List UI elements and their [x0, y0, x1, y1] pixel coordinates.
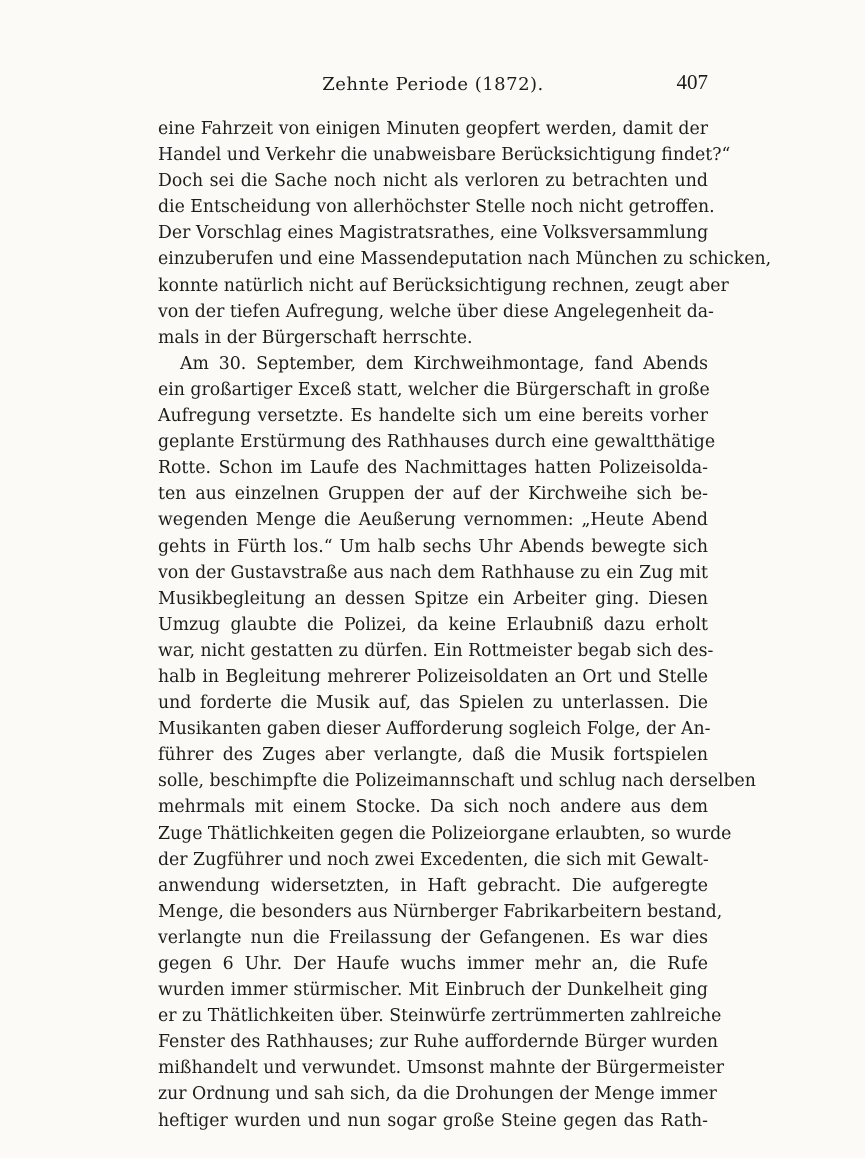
- text-line: der Zugführer und noch zwei Excedenten, die sich mit Gewalt-: [158, 849, 709, 870]
- text-line: gegen 6 Uhr. Der Haufe wuchs immer mehr an, die Rufe: [158, 954, 708, 974]
- body-text: [158, 116, 772, 1134]
- text-line: mißhandelt und verwundet. Umsonst mahnte der Bürgermeister: [158, 1058, 725, 1079]
- text-line: von der tiefen Aufregung, welche über diese Angelegenheit da-: [158, 301, 714, 322]
- text-line: solle, beschimpfte die Polizeimannschaft und schlug nach derselben: [158, 771, 756, 792]
- text-line: eine Fahrzeit von einigen Minuten geopfert werden, damit der: [158, 119, 708, 139]
- text-line: Zuge Thätlichkeiten gegen die Polizeiorgane erlaubten, so wurde: [158, 823, 732, 844]
- text-line: zur Ordnung und sah sich, da die Drohungen der Menge immer: [158, 1084, 717, 1105]
- text-line: Aufregung versetzte. Es handelte sich um eine bereits vorher: [158, 406, 708, 427]
- text-line: Der Vorschlag eines Magistratsrathes, eine Volksversammlung: [158, 223, 709, 244]
- text-line: mals in der Bürgerschaft herrschte.: [158, 327, 473, 348]
- text-line: Menge, die besonders aus Nürnberger Fabrikarbeitern bestand,: [158, 901, 723, 922]
- text-line: geplante Erstürmung des Rathhauses durch eine gewaltthätige: [158, 432, 716, 453]
- text-line: führer des Zuges aber verlangte, daß die Musik fortspielen: [158, 745, 708, 766]
- page-number: 407: [676, 70, 708, 94]
- text-line: Musikbegleitung an dessen Spitze ein Arbeiter ging. Diesen: [158, 588, 708, 609]
- text-line: Musikanten gaben dieser Aufforderung sogleich Folge, der An-: [158, 719, 711, 740]
- text-line: er zu Thätlichkeiten über. Steinwürfe zertrümmerten zahlreiche: [158, 1006, 722, 1027]
- text-line: Umzug glaubte die Polizei, da keine Erlaubniß dazu erholt: [158, 614, 708, 635]
- text-line: die Entscheidung von allerhöchster Stelle noch nicht getroffen.: [158, 197, 715, 218]
- text-line: Rotte. Schon im Laufe des Nachmittages hatten Polizeisolda-: [158, 458, 708, 479]
- text-line: und forderte die Musik auf, das Spielen zu unterlassen. Die: [158, 693, 708, 714]
- text-line: konnte natürlich nicht auf Berücksichtigung rechnen, zeugt aber: [158, 275, 729, 296]
- text-line: wegenden Menge die Aeußerung vernommen: „Heute Abend: [158, 510, 708, 531]
- text-line: mehrmals mit einem Stocke. Da sich noch andere aus dem: [158, 797, 708, 818]
- text-line: Am 30. September, dem Kirchweihmontage, fand Abends: [180, 353, 708, 374]
- text-line: verlangte nun die Freilassung der Gefangenen. Es war dies: [158, 927, 708, 948]
- text-line: einzuberufen und eine Massendeputation nach München zu schicken,: [158, 249, 772, 270]
- running-title: Zehnte Periode (1872).: [322, 74, 544, 95]
- text-line: anwendung widersetzten, in Haft gebracht. Die aufgeregte: [158, 875, 708, 896]
- text-line: war, nicht gestatten zu dürfen. Ein Rottmeister begab sich des-: [158, 640, 714, 661]
- text-line: gehts in Fürth los.“ Um halb sechs Uhr Abends bewegte sich: [158, 536, 708, 557]
- page-header: [158, 70, 708, 100]
- text-line: wurden immer stürmischer. Mit Einbruch der Dunkelheit ging: [158, 980, 708, 1001]
- text-line: ten aus einzelnen Gruppen der auf der Kirchweihe sich be-: [158, 484, 708, 505]
- text-line: Doch sei die Sache noch nicht als verloren zu betrachten und: [158, 171, 708, 192]
- text-line: Handel und Verkehr die unabweisbare Berücksichtigung findet?“: [158, 145, 731, 166]
- text-line: Fenster des Rathhauses; zur Ruhe auffordernde Bürger wurden: [158, 1032, 719, 1053]
- text-line: ein großartiger Exceß statt, welcher die Bürgerschaft in große: [158, 379, 710, 400]
- text-line: halb in Begleitung mehrerer Polizeisoldaten an Ort und Stelle: [158, 666, 708, 687]
- text-line: von der Gustavstraße aus nach dem Rathhause zu ein Zug mit: [158, 562, 708, 583]
- text-line: heftiger wurden und nun sogar große Steine gegen das Rath-: [158, 1110, 708, 1131]
